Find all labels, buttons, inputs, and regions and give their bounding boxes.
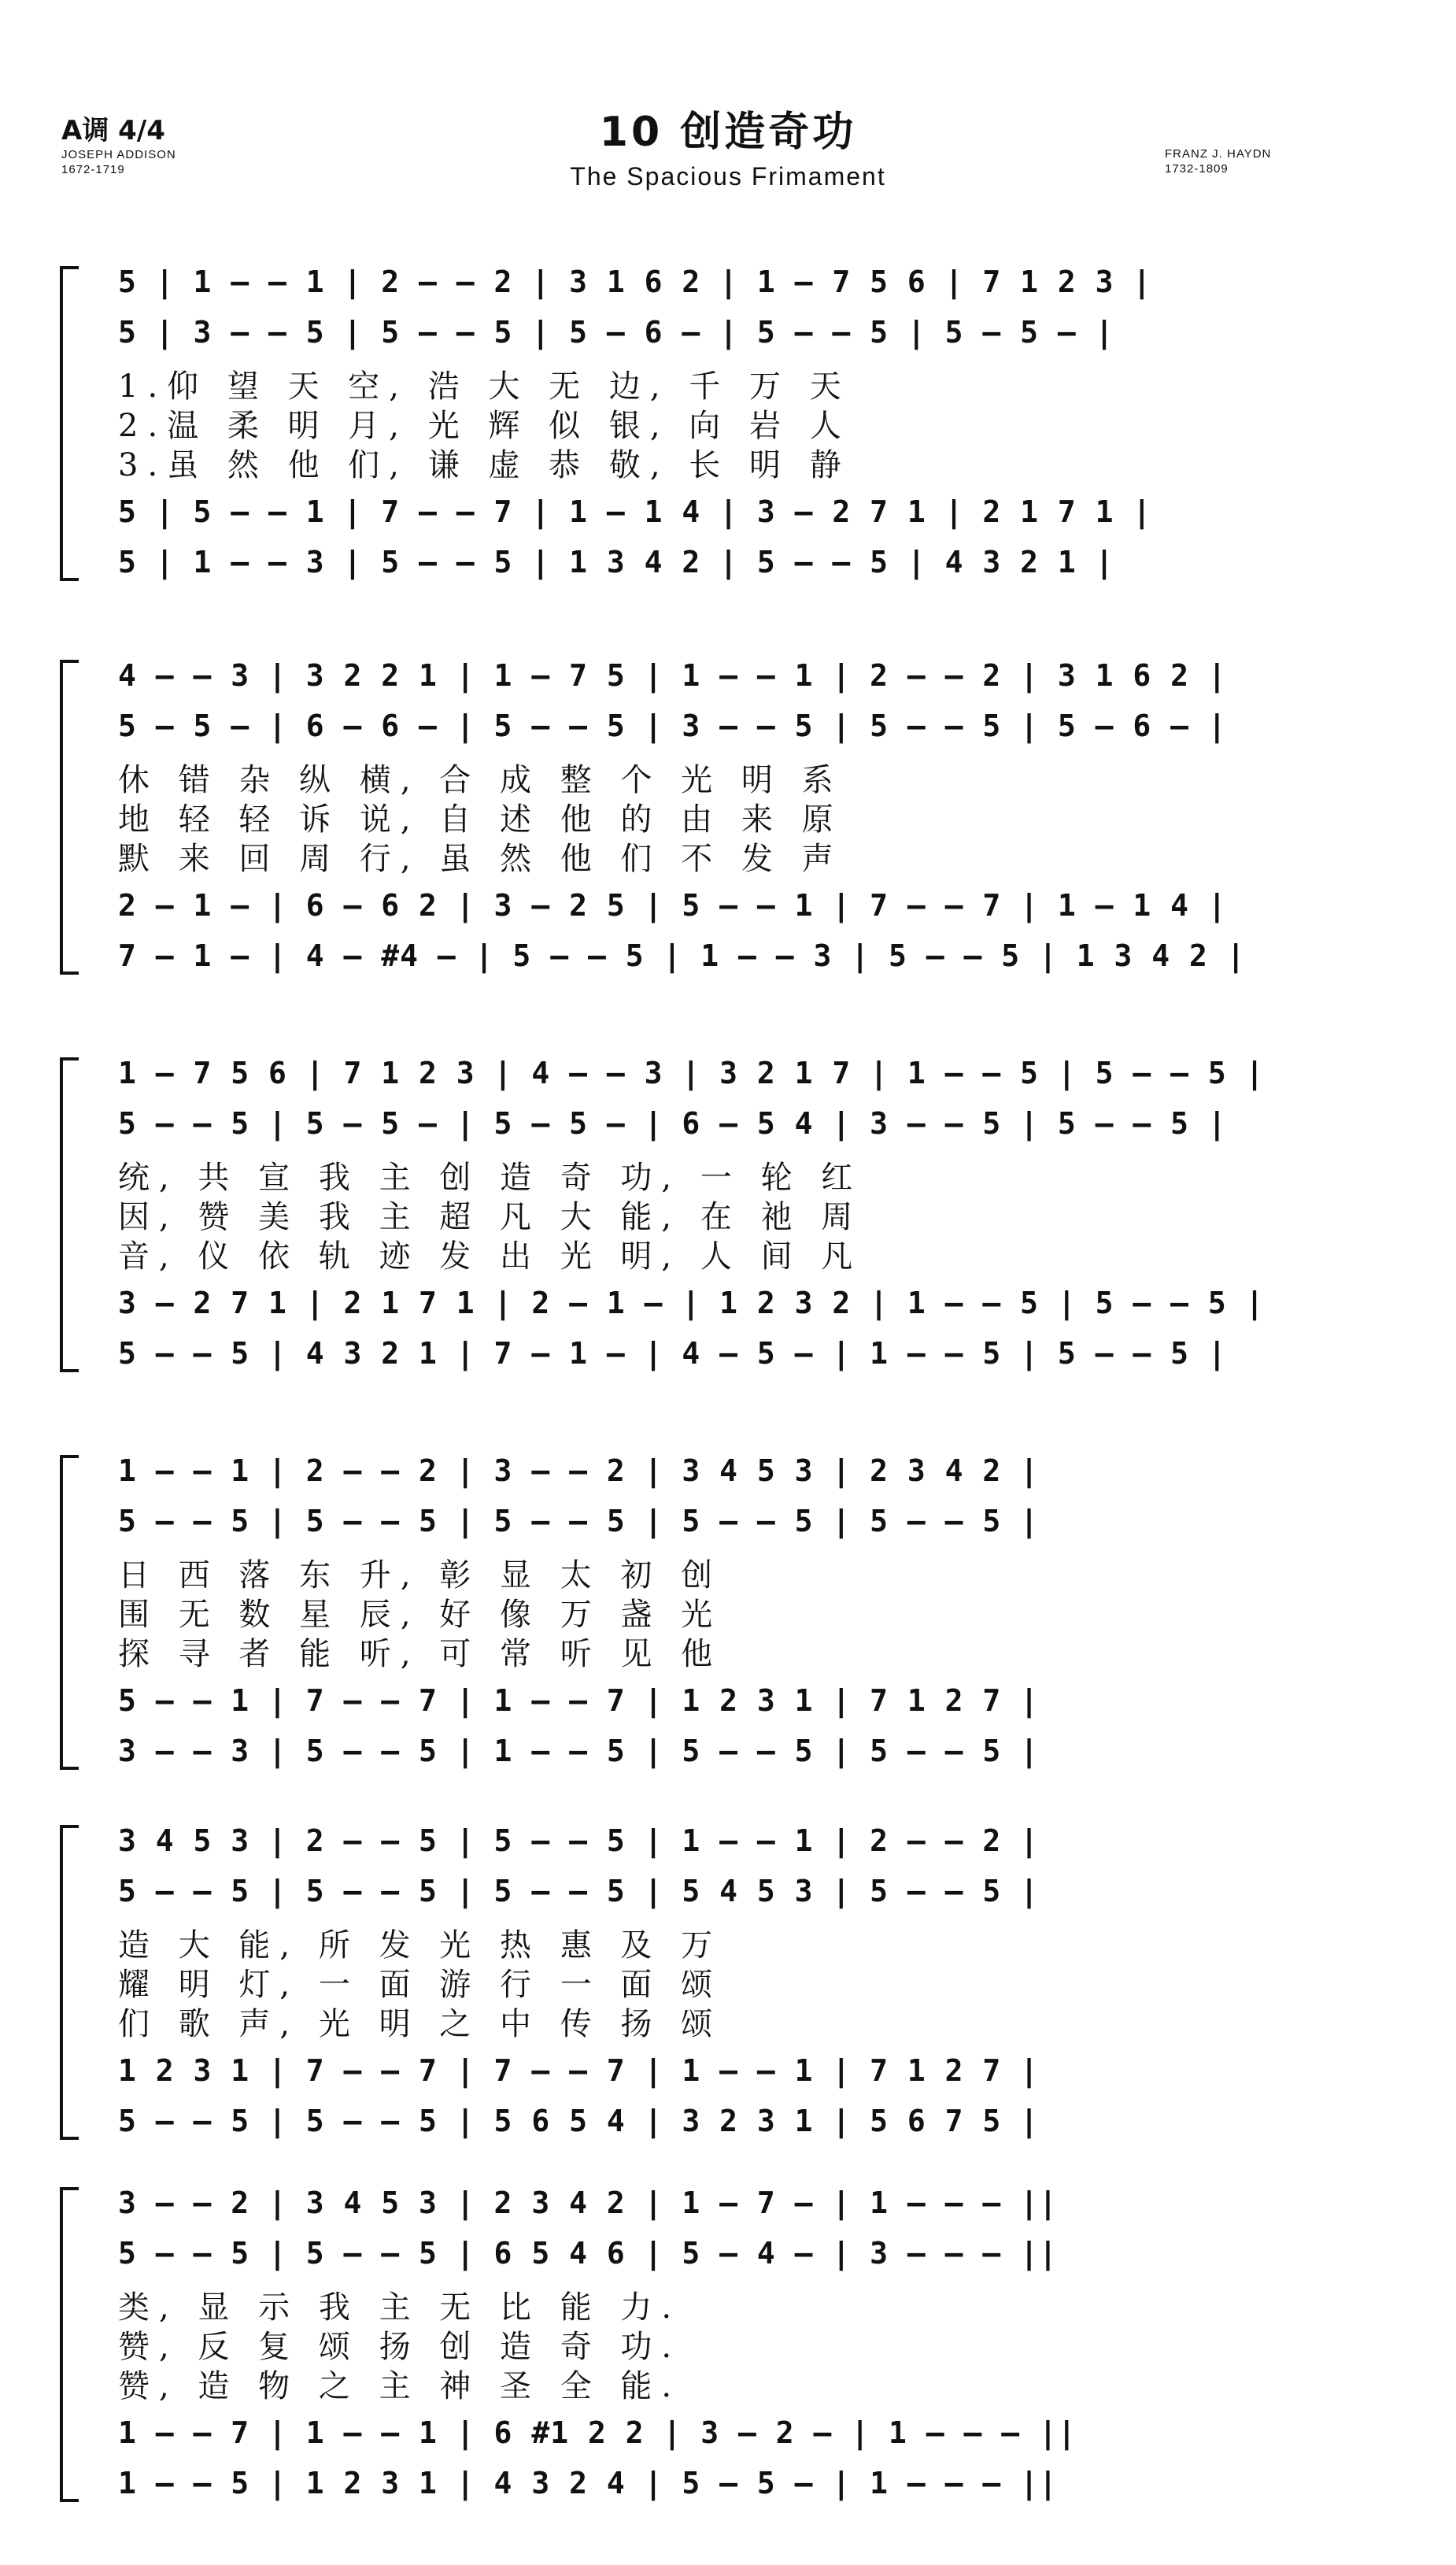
lyric-text: 赞, 造 物 之 主 神 圣 全 能. bbox=[118, 2367, 682, 2403]
lyric-verse-3 bbox=[118, 1234, 1393, 1273]
lyric-text: 默 来 回 周 行, 虽 然 他 们 不 发 声 bbox=[118, 840, 843, 875]
soprano-line: 1 — — 1 | 2 — — 2 | 3 — — 2 | 3 4 5 3 | 2 3 4 2 | bbox=[118, 1453, 1040, 1488]
lyric-verse-2 bbox=[118, 797, 1393, 836]
key-signature: A调 4/4 bbox=[61, 115, 165, 146]
system-brace bbox=[55, 2187, 82, 2502]
score-header bbox=[0, 0, 1456, 205]
lyric-verse-1 bbox=[118, 1923, 1393, 1962]
lyric-verse-1 bbox=[118, 2285, 1393, 2324]
lyric-verse-2 bbox=[118, 1592, 1393, 1631]
lyric-verse-3 bbox=[118, 442, 1393, 482]
alto-line: 5 — — 5 | 5 — — 5 | 5 — — 5 | 5 4 5 3 | 5 — — 5 | bbox=[118, 1874, 1040, 1908]
lyric-text: 造 大 能, 所 发 光 热 惠 及 万 bbox=[118, 1927, 722, 1962]
lyric-verse-2 bbox=[118, 2324, 1393, 2363]
lyric-text: 们 歌 声, 光 明 之 中 传 扬 颂 bbox=[118, 2005, 722, 2041]
alto-line: 5 | 3 — — 5 | 5 — — 5 | 5 — 6 — | 5 — — 5 | 5 — 5 — | bbox=[118, 315, 1114, 350]
lyric-text: 3.虽 然 他 们, 谦 虚 恭 敬, 长 明 静 bbox=[118, 446, 851, 482]
soprano-line: 5 | 1 — — 1 | 2 — — 2 | 3 1 6 2 | 1 — 7 5 6 | 7 1 2 3 | bbox=[118, 265, 1152, 299]
lyric-text: 耀 明 灯, 一 面 游 行 一 面 颂 bbox=[118, 1966, 722, 2001]
tenor-line: 5 — — 1 | 7 — — 7 | 1 — — 7 | 1 2 3 1 | 7 1 2 7 | bbox=[118, 1683, 1040, 1718]
composer-years: 1732-1809 bbox=[1165, 162, 1229, 176]
lyric-text: 日 西 落 东 升, 彰 显 太 初 创 bbox=[118, 1556, 722, 1592]
bass-line: 5 — — 5 | 5 — — 5 | 5 6 5 4 | 3 2 3 1 | 5 6 7 5 | bbox=[118, 2104, 1040, 2138]
score-system-1 bbox=[55, 260, 1393, 598]
score-system-6 bbox=[55, 2181, 1393, 2519]
score-system-5 bbox=[55, 1819, 1393, 2157]
lyric-text: 探 寻 者 能 听, 可 常 听 见 他 bbox=[118, 1635, 722, 1671]
lyric-verse-2 bbox=[118, 1194, 1393, 1234]
score-system-3 bbox=[55, 1051, 1393, 1390]
system-brace bbox=[55, 1455, 82, 1770]
bass-line: 5 | 1 — — 3 | 5 — — 5 | 1 3 4 2 | 5 — — 5 | 4 3 2 1 | bbox=[118, 545, 1114, 579]
system-brace bbox=[55, 1057, 82, 1372]
lyric-verse-2 bbox=[118, 403, 1393, 442]
lyric-text: 音, 仪 依 轨 迹 发 出 光 明, 人 间 凡 bbox=[118, 1238, 863, 1273]
system-brace bbox=[55, 1825, 82, 2140]
tenor-line: 3 — 2 7 1 | 2 1 7 1 | 2 — 1 — | 1 2 3 2 | 1 — — 5 | 5 — — 5 | bbox=[118, 1286, 1265, 1320]
lyric-verse-3 bbox=[118, 836, 1393, 875]
system-brace bbox=[55, 660, 82, 975]
tenor-line: 5 | 5 — — 1 | 7 — — 7 | 1 — 1 4 | 3 — 2 7 1 | 2 1 7 1 | bbox=[118, 494, 1152, 529]
soprano-line: 3 — — 2 | 3 4 5 3 | 2 3 4 2 | 1 — 7 — | 1 — — — || bbox=[118, 2186, 1058, 2220]
lyricist-years: 1672-1719 bbox=[61, 163, 125, 176]
alto-line: 5 — — 5 | 5 — 5 — | 5 — 5 — | 6 — 5 4 | 3 — — 5 | 5 — — 5 | bbox=[118, 1106, 1227, 1141]
lyric-text: 统, 共 宣 我 主 创 造 奇 功, 一 轮 红 bbox=[118, 1159, 863, 1194]
score-system-2 bbox=[55, 653, 1393, 992]
composer: FRANZ J. HAYDN bbox=[1165, 147, 1272, 161]
tenor-line: 1 2 3 1 | 7 — — 7 | 7 — — 7 | 1 — — 1 | 7 1 2 7 | bbox=[118, 2053, 1040, 2088]
bass-line: 3 — — 3 | 5 — — 5 | 1 — — 5 | 5 — — 5 | 5 — — 5 | bbox=[118, 1734, 1040, 1768]
alto-line: 5 — — 5 | 5 — — 5 | 6 5 4 6 | 5 — 4 — | 3 — — — || bbox=[118, 2236, 1058, 2271]
lyric-verse-1 bbox=[118, 1553, 1393, 1592]
lyric-verse-3 bbox=[118, 1631, 1393, 1671]
lyric-text: 赞, 反 复 颂 扬 创 造 奇 功. bbox=[118, 2328, 682, 2363]
alto-line: 5 — 5 — | 6 — 6 — | 5 — — 5 | 3 — — 5 | 5 — — 5 | 5 — 6 — | bbox=[118, 709, 1227, 743]
lyric-text: 类, 显 示 我 主 无 比 能 力. bbox=[118, 2289, 682, 2324]
score-system-4 bbox=[55, 1449, 1393, 1787]
lyric-verse-1 bbox=[118, 1155, 1393, 1194]
system-brace bbox=[55, 266, 82, 581]
lyric-verse-3 bbox=[118, 2363, 1393, 2403]
header-right bbox=[1165, 146, 1271, 176]
song-subtitle: The Spacious Frimament bbox=[570, 162, 886, 191]
soprano-line: 3 4 5 3 | 2 — — 5 | 5 — — 5 | 1 — — 1 | 2 — — 2 | bbox=[118, 1823, 1040, 1858]
tenor-line: 1 — — 7 | 1 — — 1 | 6 #1 2 2 | 3 — 2 — | 1 — — — || bbox=[118, 2415, 1077, 2450]
lyric-text: 地 轻 轻 诉 说, 自 述 他 的 由 来 原 bbox=[118, 801, 843, 836]
lyric-text: 围 无 数 星 辰, 好 像 万 盏 光 bbox=[118, 1596, 722, 1631]
song-title: 10 创造奇功 bbox=[599, 109, 857, 156]
header-center bbox=[0, 98, 1456, 191]
soprano-line: 4 — — 3 | 3 2 2 1 | 1 — 7 5 | 1 — — 1 | 2 — — 2 | 3 1 6 2 | bbox=[118, 658, 1227, 693]
lyricist: JOSEPH ADDISON bbox=[61, 148, 176, 161]
bass-line: 5 — — 5 | 4 3 2 1 | 7 — 1 — | 4 — 5 — | 1 — — 5 | 5 — — 5 | bbox=[118, 1336, 1227, 1371]
lyric-verse-3 bbox=[118, 2001, 1393, 2041]
lyric-text: 休 错 杂 纵 横, 合 成 整 个 光 明 系 bbox=[118, 761, 843, 797]
lyric-verse-1 bbox=[118, 364, 1393, 403]
lyric-text: 2.温 柔 明 月, 光 辉 似 银, 向 岩 人 bbox=[118, 407, 851, 442]
tenor-line: 2 — 1 — | 6 — 6 2 | 3 — 2 5 | 5 — — 1 | 7 — — 7 | 1 — 1 4 | bbox=[118, 888, 1227, 923]
bass-line: 1 — — 5 | 1 2 3 1 | 4 3 2 4 | 5 — 5 — | 1 — — — || bbox=[118, 2466, 1058, 2500]
soprano-line: 1 — 7 5 6 | 7 1 2 3 | 4 — — 3 | 3 2 1 7 | 1 — — 5 | 5 — — 5 | bbox=[118, 1056, 1265, 1090]
lyric-verse-2 bbox=[118, 1962, 1393, 2001]
lyric-text: 因, 赞 美 我 主 超 凡 大 能, 在 祂 周 bbox=[118, 1198, 863, 1234]
lyric-text: 1.仰 望 天 空, 浩 大 无 边, 千 万 天 bbox=[118, 368, 851, 403]
lyric-verse-1 bbox=[118, 757, 1393, 797]
alto-line: 5 — — 5 | 5 — — 5 | 5 — — 5 | 5 — — 5 | 5 — — 5 | bbox=[118, 1504, 1040, 1538]
bass-line: 7 — 1 — | 4 — #4 — | 5 — — 5 | 1 — — 3 | 5 — — 5 | 1 3 4 2 | bbox=[118, 938, 1246, 973]
